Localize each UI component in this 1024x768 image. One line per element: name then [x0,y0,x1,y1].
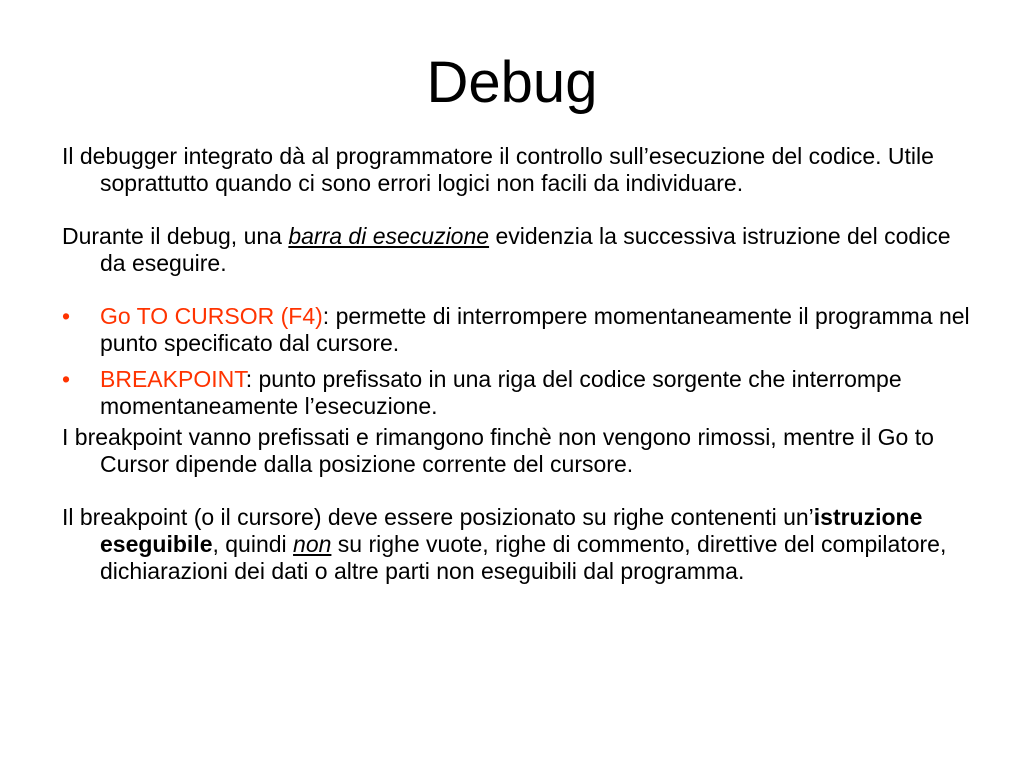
paragraph-breakpoint-position-middle: , quindi [212,531,294,557]
bullet-icon: • [62,366,71,392]
paragraph-debugger-intro: Il debugger integrato dà al programmatore il controllo sull’esecuzione del codice. Utile soprattutto quando ci sono errori logici non facili da individuare. [62,143,934,196]
slide-body [62,143,972,585]
paragraph-breakpoint-position-before: Il breakpoint (o il cursore) deve essere posizionato su righe contenenti un’ [62,504,814,530]
paragraph-execution-bar [62,223,972,277]
paragraph-breakpoint-position [62,504,972,585]
executable-instruction-term: istruzione eseguibile [100,504,923,557]
bullet-term-go-to-cursor: Go TO CURSOR (F4) [100,303,323,329]
paragraph-execution-bar-before: Durante il debug, una [62,223,289,249]
non-term: non [293,531,332,557]
paragraph-execution-bar-after: evidenzia la successiva istruzione del codice da eseguire. [100,223,951,276]
execution-bar-term: barra di esecuzione [288,223,490,249]
paragraph-breakpoint-vs-cursor: I breakpoint vanno prefissati e rimangono finchè non vengono rimossi, mentre il Go to Cursor dipende dalla posizione corrente del cursore. [62,424,934,477]
paragraph-breakpoint-position-after: su righe vuote, righe di commento, direttive del compilatore, dichiarazioni dei dati o altre parti non eseguibili dal programma. [100,531,947,584]
bullet-text-go-to-cursor: : permette di interrompere momentaneamente il programma nel punto specificato dal cursore. [100,303,970,356]
bullet-icon: • [62,303,71,329]
bullet-text-breakpoint: : punto prefissato in una riga del codice sorgente che interrompe momentaneamente l’esecuzione. [100,366,902,419]
bullet-list [62,303,972,420]
bullet-go-to-cursor [62,303,972,357]
slide-title: Debug [426,50,598,115]
bullet-breakpoint [62,366,972,420]
bullet-term-breakpoint: BREAKPOINT [100,366,246,392]
